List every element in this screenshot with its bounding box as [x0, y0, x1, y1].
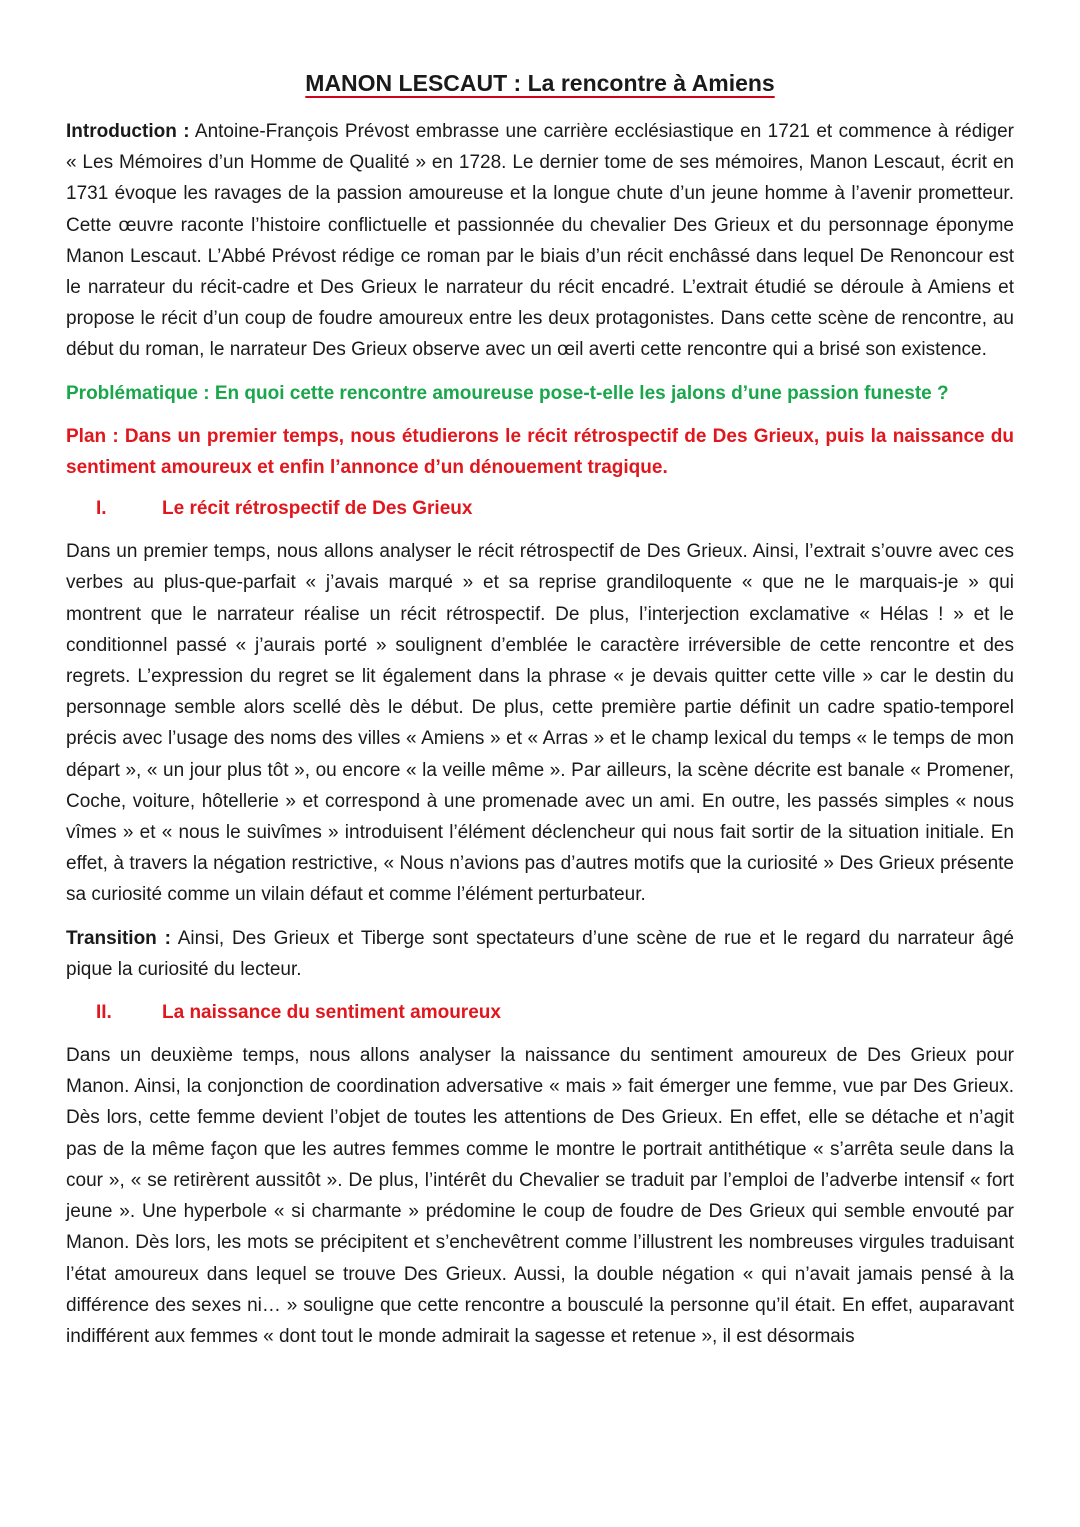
transition-paragraph [66, 923, 1014, 985]
intro-paragraph [66, 116, 1014, 366]
transition-text: Ainsi, Des Grieux et Tiberge sont spectateurs d’une scène de rue et le regard du narrateur âgé pique la curiosité du lecteur. [66, 927, 1014, 980]
problematique: Problématique : En quoi cette rencontre amoureuse pose-t-elle les jalons d’une passion funeste ? [66, 382, 949, 404]
part2-number: II. [96, 1002, 112, 1024]
part1-title: Le récit rétrospectif de Des Grieux [162, 498, 473, 520]
part1-paragraph: Dans un premier temps, nous allons analyser le récit rétrospectif de Des Grieux. Ainsi, l’extrait s’ouvre avec ces verbes au plus-que-parfait « j’avais marqué » et sa reprise grandiloquente « que ne le marquais-je » qui montrent que le narrateur réalise un récit rétrospectif. De plus, l’interjection exclamative « Hélas ! » et le conditionnel passé « j’aurais porté » soulignent d’emblée le caractère irréversible de cette rencontre et des regrets. L’expression du regret se lit également dans la phrase « je devais quitter cette ville » car le destin du personnage semble alors scellé dès le début. De plus, cette première partie définit un cadre spatio-temporel précis avec l’usage des noms des villes « Amiens » et « Arras » et le champ lexical du temps « le temps de mon départ », « un jour plus tôt », ou encore « la veille même ». Par ailleurs, la scène décrite est banale « Promener, Coche, voiture, hôtellerie » et correspond à une promenade avec un ami. En outre, les passés simples « nous vîmes » et « nous le suivîmes » introduisent l’élément déclencheur qui nous fait sortir de la situation initiale. En effet, à travers la négation restrictive, « Nous n’avions pas d’autres motifs que la curiosité » Des Grieux présente sa curiosité comme un vilain défaut et comme l’élément perturbateur. [66, 541, 1014, 906]
plan: Plan : Dans un premier temps, nous étudierons le récit rétrospectif de Des Grieux, puis la naissance du sentiment amoureux et enfin l’annonce d’un dénouement tragique. [66, 425, 1014, 479]
document-title: MANON LESCAUT : La rencontre à Amiens [305, 70, 775, 96]
part1-heading [66, 493, 1014, 524]
intro-text: Antoine-François Prévost embrasse une carrière ecclésiastique en 1721 et commence à rédiger « Les Mémoires d’un Homme de Qualité » en 1728. Le dernier tome de ses mémoires, Manon Lescaut, écrit en 1731 évoque les ravages de la passion amoureuse et la longue chute d’un jeune homme à l’avenir prometteur. Cette œuvre raconte l’histoire conflictuelle et passionnée du chevalier Des Grieux et du personnage éponyme Manon Lescaut. L’Abbé Prévost rédige ce roman par le biais d’un récit enchâssé dans lequel De Renoncour est le narrateur du récit-cadre et Des Grieux le narrateur du récit encadré. L’extrait étudié se déroule à Amiens et propose le récit d’un coup de foudre amoureux entre les deux protagonistes. Dans cette scène de rencontre, au début du roman, le narrateur Des Grieux observe avec un œil averti cette rencontre qui a brisé son existence. [66, 121, 1014, 361]
intro-label: Introduction : [66, 121, 190, 142]
part2-title: La naissance du sentiment amoureux [162, 1002, 501, 1024]
part2-heading [66, 997, 1014, 1028]
document-page [66, 66, 1014, 1364]
transition-label: Transition : [66, 927, 171, 949]
part2-paragraph: Dans un deuxième temps, nous allons analyser la naissance du sentiment amoureux de Des Grieux pour Manon. Ainsi, la conjonction de coordination adversative « mais » fait émerger une femme, vue par Des Grieux. Dès lors, cette femme devient l’objet de toutes les attentions de Des Grieux. En effet, elle se détache et n’agit pas de la même façon que les autres femmes comme le montre le portrait antithétique « s’arrêta seule dans la cour », « se retirèrent aussitôt ». De plus, l’intérêt du Chevalier se traduit par l’emploi de l’adverbe intensif « fort jeune ». Une hyperbole « si charmante » prédomine le coup de foudre de Des Grieux qui semble envouté par Manon. Dès lors, les mots se précipitent et s’enchevêtrent comme l’illustrent les nombreuses virgules traduisant l’état amoureux dans lequel se trouve Des Grieux. Aussi, la double négation « qui n’avait jamais pensé à la différence des sexes ni… » souligne que cette rencontre a bousculé la personne qu’il était. En effet, auparavant indifférent aux femmes « dont tout le monde admirait la sagesse et retenue », il est désormais [66, 1045, 1014, 1347]
part1-number: I. [96, 498, 107, 520]
